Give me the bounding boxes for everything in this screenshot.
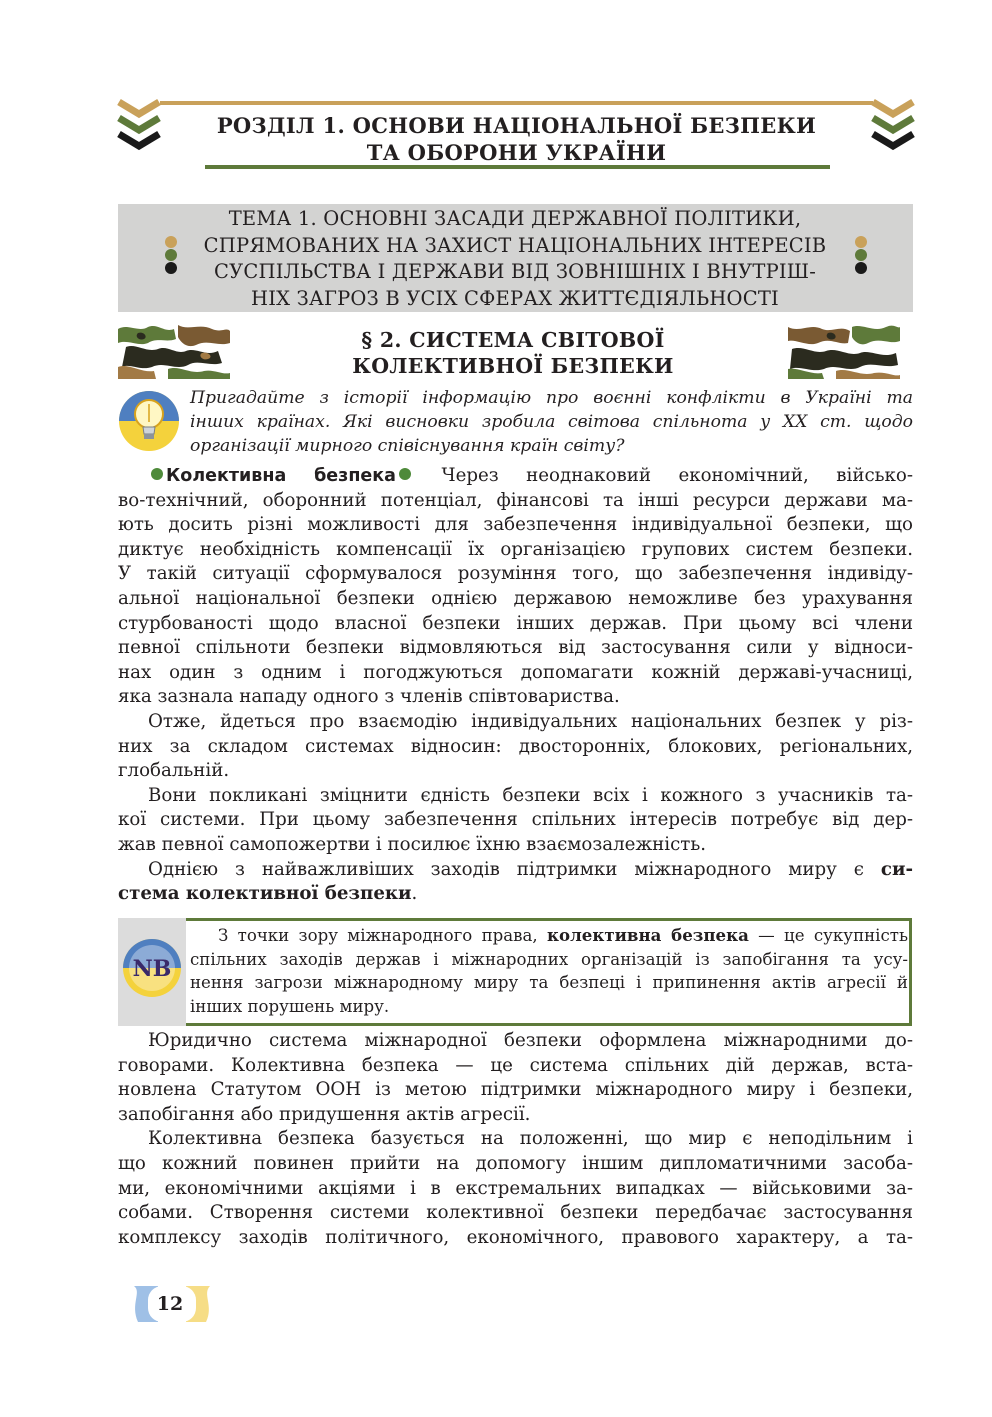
chevron-decoration-left-icon	[117, 98, 161, 156]
question-line: організації мирного співіснування країн світу?	[190, 436, 625, 456]
chevron-decoration-right-icon	[871, 98, 915, 156]
lightbulb-icon	[118, 390, 180, 452]
body-line: собами. Створення системи колективної безпеки передбачає застосування	[118, 1202, 913, 1224]
dot-olive-right-icon	[855, 249, 867, 261]
body-line: певної спільноти безпеки відмовляються від застосування сили у відноси-	[118, 637, 913, 659]
section-title-line-1: РОЗДІЛ 1. ОСНОВИ НАЦІОНАЛЬНОЇ БЕЗПЕКИ	[216, 113, 817, 138]
body-line: комплексу заходів політичного, економічного, правового характеру, а та-	[118, 1226, 913, 1248]
body-line: говорами. Колективна безпека — це система спільних дій держав, вста-	[118, 1054, 913, 1076]
section-header-bottom-rule	[205, 165, 830, 169]
reflection-question	[190, 386, 913, 458]
question-line: Пригадайте з історії інформацію про воєнні конфлікти в Україні та	[190, 388, 913, 408]
nb-line: інших порушень миру.	[190, 996, 390, 1016]
camouflage-pattern-left-icon	[118, 323, 230, 379]
body-line: яка зазнала нападу одного з членів співтовариства.	[118, 686, 620, 708]
topic-line: ТЕМА 1. ОСНОВНІ ЗАСАДИ ДЕРЖАВНОЇ ПОЛІТИКИ,	[228, 207, 802, 230]
section-title-line-2: ТА ОБОРОНИ УКРАЇНИ	[366, 140, 667, 165]
page-number: 12	[156, 1293, 184, 1315]
paragraph-title-line-2: КОЛЕКТИВНОЇ БЕЗПЕКИ	[352, 354, 674, 378]
body-line: новлена Статутом ООН із метою підтримки міжнародного миру і безпеки,	[118, 1079, 913, 1101]
section-header-top-rule	[160, 101, 873, 105]
body-line	[118, 464, 913, 489]
paragraph-title	[280, 327, 746, 379]
question-line: інших країнах. Які висновки зробила світова спільнота у XX ст. щодо	[190, 412, 913, 432]
body-line: диктує необхідність компенсації їх організацією групових систем безпеки.	[118, 538, 913, 560]
body-line: во-технічний, оборонний потенціал, фінансові та інші ресурси держави ма-	[118, 489, 913, 511]
body-line: стурбованості щодо власної безпеки інших держав. При цьому всі члени	[118, 612, 913, 634]
body-line: У такій ситуації сформувалося розуміння того, що забезпечення індивіду-	[118, 563, 913, 585]
nb-line: нення загрози міжнародному миру та безпеці і припинення актів агресії й	[190, 973, 908, 992]
nb-text: — це сукупність	[748, 926, 908, 945]
body-text-block	[118, 464, 913, 907]
term-label: Колективна безпека	[166, 466, 396, 486]
body-line: запобігання або придушення актів агресії.	[118, 1103, 531, 1125]
body-text-block-2	[118, 1029, 913, 1250]
body-text: Однією з найважливіших заходів підтримки міжнародного миру є	[148, 858, 881, 880]
nb-badge-icon	[122, 938, 182, 998]
dot-tan-right-icon	[855, 236, 867, 248]
body-line	[118, 858, 913, 883]
nb-line	[190, 924, 908, 948]
body-line: глобальній.	[118, 760, 230, 782]
green-dot-icon	[399, 468, 411, 480]
section-title	[160, 112, 873, 166]
topic-title	[175, 206, 855, 312]
body-text: .	[411, 883, 418, 905]
body-text: Через неоднаковий економічний, військо-	[441, 465, 913, 486]
body-line: нах один з одним і погоджуються допомагати кожній державі-учасниці,	[118, 661, 913, 683]
topic-line: НІХ ЗАГРОЗ В УСІХ СФЕРАХ ЖИТТЄДІЯЛЬНОСТІ	[251, 286, 779, 310]
topic-line: СУСПІЛЬСТВА І ДЕРЖАВИ ВІД ЗОВНІШНІХ І ВНУТРІШ-	[213, 260, 817, 283]
bold-term: стема колективної безпеки	[118, 883, 412, 905]
bold-term: колективна безпека	[547, 925, 749, 945]
body-line: ють досить різні можливості для забезпечення індивідуальної безпеки, що	[118, 514, 913, 536]
nb-line: спільних заходів держав і міжнародних організацій із запобігання та усу-	[190, 949, 908, 969]
nb-text: З точки зору міжнародного права,	[218, 926, 548, 945]
body-line: Колективна безпека базується на положенні, що мир є неподільним і	[148, 1128, 913, 1150]
body-line: альної національної безпеки однією державою неможливе без урахування	[118, 587, 913, 609]
body-line: Отже, йдеться про взаємодію індивідуальних національних безпек у різ-	[148, 710, 913, 732]
body-line: Вони покликані зміцнити єдність безпеки всіх і кожного з учасників та-	[148, 784, 913, 806]
body-line: Юридично система міжнародної безпеки оформлена міжнародними до-	[148, 1030, 913, 1051]
body-line: ми, економічними акціями і в екстремальних випадках — військовими за-	[118, 1177, 913, 1199]
paragraph-title-line-1: § 2. СИСТЕМА СВІТОВОЇ	[361, 328, 665, 352]
nb-badge-text: NB	[132, 956, 172, 982]
body-line	[118, 882, 913, 907]
topic-line: СПРЯМОВАНИХ НА ЗАХИСТ НАЦІОНАЛЬНИХ ІНТЕРЕСІВ	[203, 233, 827, 257]
dot-black-right-icon	[855, 262, 867, 274]
green-dot-icon	[151, 468, 163, 480]
camouflage-pattern-right-icon	[788, 323, 900, 379]
body-line: що кожний повинен прийти на допомогу іншим дипломатичними засоба-	[118, 1152, 913, 1174]
nb-definition-text	[190, 924, 908, 1018]
body-line: кої системи. При цьому забезпечення спільних інтересів потребує від дер-	[118, 809, 913, 831]
bold-term: си-	[880, 858, 913, 880]
body-line: жав певної самопожертви і посилює їхню взаємозалежність.	[118, 833, 707, 855]
body-line: них за складом системах відносин: двосторонніх, блокових, регіональних,	[118, 735, 913, 757]
